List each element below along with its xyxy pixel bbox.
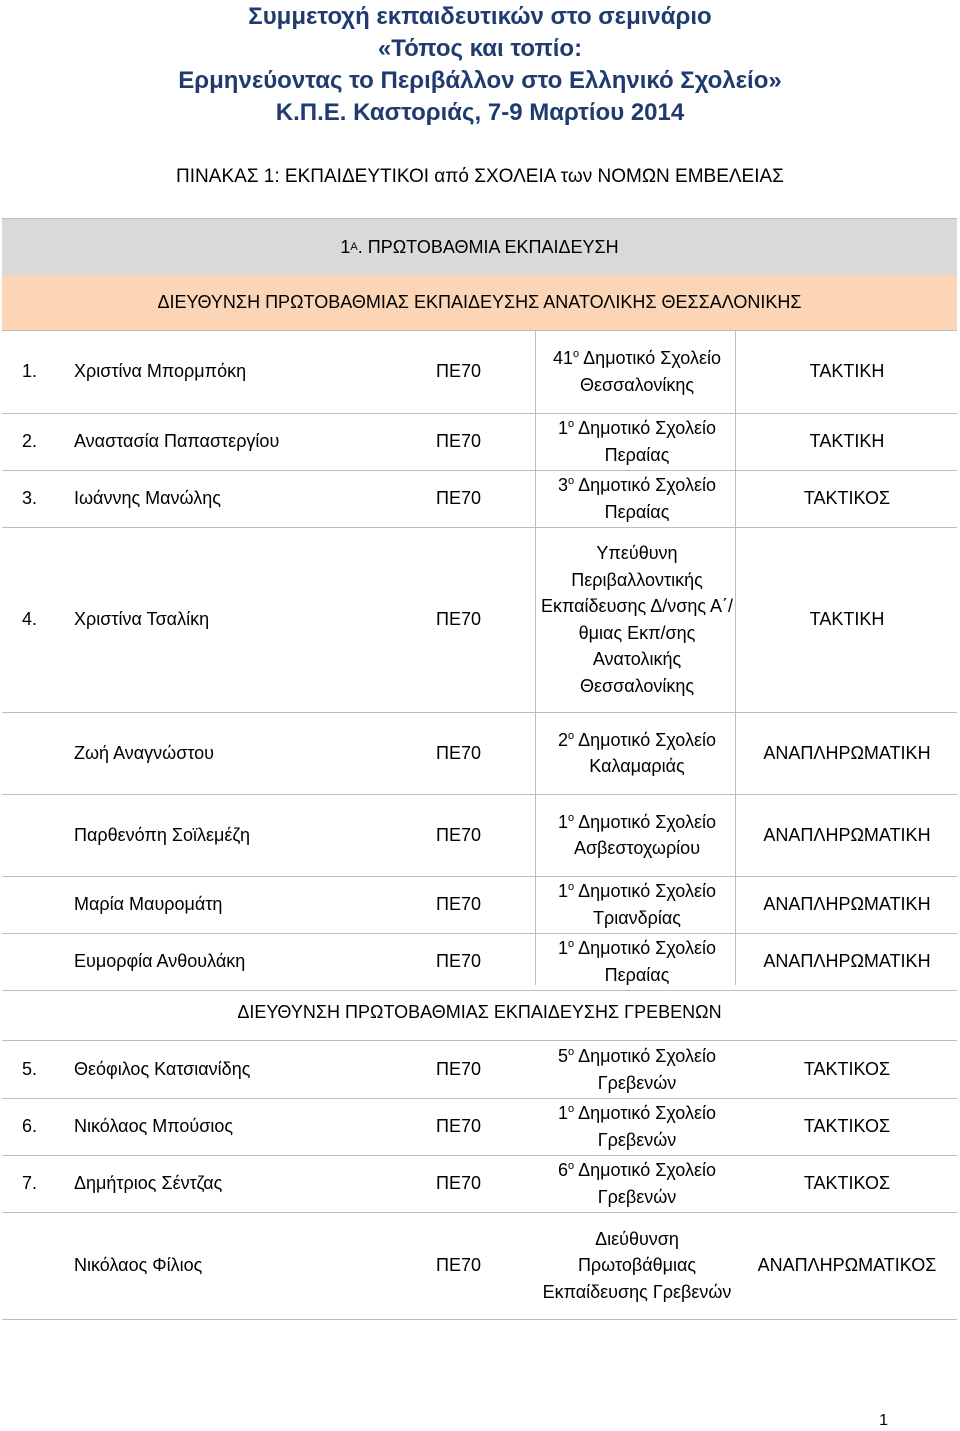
teacher-name: Παρθενόπη Σοϊλεμέζη (74, 824, 251, 845)
school-name: Διεύθυνση Πρωτοβάθμιας Εκπαίδευσης Γρεβενών (542, 1228, 732, 1302)
table-row (2, 1041, 957, 1099)
specialty: ΠΕ70 (436, 1116, 482, 1136)
school-number: 3 (557, 475, 568, 495)
school-number: 1 (557, 881, 568, 901)
employment-status: ΤΑΚΤΙΚΗ (809, 431, 885, 451)
table-row (2, 330, 957, 414)
school-name: Δημοτικό Σχολείο Περαίας (578, 938, 716, 985)
row-number: 2. (22, 431, 38, 451)
table-row (2, 1155, 957, 1213)
employment-status: ΤΑΚΤΙΚΟΣ (803, 1116, 891, 1136)
table-row (2, 712, 957, 795)
school-number-sup: ο (568, 418, 575, 430)
table-row (2, 876, 957, 934)
school-name: Δημοτικό Σχολείο Θεσσαλονίκης (579, 348, 722, 395)
specialty: ΠΕ70 (436, 1173, 482, 1193)
specialty: ΠΕ70 (436, 1255, 482, 1275)
row-number: 5. (22, 1059, 38, 1079)
school (537, 413, 737, 470)
school (537, 1098, 737, 1155)
school (537, 330, 737, 413)
specialty: ΠΕ70 (436, 824, 482, 845)
school-number: 6 (557, 1160, 568, 1180)
school-number-sup: ο (568, 1046, 575, 1058)
row-number (22, 712, 52, 794)
school-number-sup: ο (568, 1103, 575, 1115)
employment-status: ΤΑΚΤΙΚΗ (809, 609, 885, 629)
school-name: Δημοτικό Σχολείο Περαίας (578, 418, 716, 465)
school-name: Δημοτικό Σχολείο Καλαμαριάς (578, 729, 716, 776)
teacher-name: Μαρία Μαυρομάτη (74, 894, 223, 914)
employment-status: ΑΝΑΠΛΗΡΩΜΑΤΙΚΗ (763, 742, 931, 763)
row-number: 6. (22, 1116, 38, 1136)
column-divider (735, 330, 736, 985)
specialty: ΠΕ70 (436, 488, 482, 508)
employment-status: ΤΑΚΤΙΚΟΣ (803, 488, 891, 508)
specialty: ΠΕ70 (436, 431, 482, 451)
table-title: ΠΙΝΑΚΑΣ 1: ΕΚΠΑΙΔΕΥΤΙΚΟΙ από ΣΧΟΛΕΙΑ των ΝΟΜΩΝ ΕΜΒΕΛΕΙΑΣ (176, 166, 784, 187)
school-number-sup: ο (573, 348, 580, 360)
school (537, 712, 737, 794)
teacher-name: Χριστίνα Τσαλίκη (74, 609, 210, 629)
school (537, 470, 737, 527)
school-number: 1 (557, 1103, 568, 1123)
row-number (22, 1212, 52, 1319)
teacher-name: Ζωή Αναγνώστου (74, 742, 215, 763)
school-number: 41 (552, 348, 574, 368)
employment-status: ΤΑΚΤΙΚΟΣ (803, 1173, 891, 1193)
school-number-sup: ο (568, 475, 575, 487)
seminar-title-line4: Κ.Π.Ε. Καστοριάς, 7-9 Μαρτίου 2014 (275, 99, 685, 126)
specialty: ΠΕ70 (436, 609, 482, 629)
row-number: 4. (22, 609, 38, 629)
school (537, 1212, 737, 1319)
row-number: 1. (22, 361, 38, 381)
row-number (22, 794, 52, 876)
school (537, 933, 737, 990)
teacher-name: Αναστασία Παπαστεργίου (74, 431, 280, 451)
teacher-name: Νικόλαος Φίλιος (74, 1255, 203, 1275)
school-name: Δημοτικό Σχολείο Ασβεστοχωρίου (573, 811, 716, 858)
school-number-sup: ο (568, 938, 575, 950)
school-number: 1 (557, 418, 568, 438)
employment-status: ΑΝΑΠΛΗΡΩΜΑΤΙΚΟΣ (757, 1255, 937, 1275)
school-name: Δημοτικό Σχολείο Τριανδρίας (578, 881, 716, 928)
school-number: 2 (557, 729, 568, 750)
seminar-title-line2: «Τόπος και τοπίο: (377, 35, 583, 62)
employment-status: ΑΝΑΠΛΗΡΩΜΑΤΙΚΗ (763, 894, 931, 914)
employment-status: ΑΝΑΠΛΗΡΩΜΑΤΙΚΗ (763, 824, 931, 845)
section-header: 1 Α . ΠΡΩΤΟΒΑΘΜΙΑ ΕΚΠΑΙΔΕΥΣΗ (2, 218, 957, 276)
school-name: Δημοτικό Σχολείο Γρεβενών (578, 1103, 716, 1150)
school-number: 5 (557, 1046, 568, 1066)
table-row (2, 933, 957, 991)
column-divider (535, 330, 536, 985)
employment-status: ΤΑΚΤΙΚΗ (809, 361, 885, 381)
school (537, 527, 737, 712)
school-number-sup: ο (568, 881, 575, 893)
row-number: 7. (22, 1173, 38, 1193)
teacher-name: Δημήτριος Σέντζας (74, 1173, 223, 1193)
table-row (2, 1098, 957, 1156)
table-row (2, 470, 957, 528)
directorate-header-thessaloniki: ΔΙΕΥΘΥΝΣΗ ΠΡΩΤΟΒΑΘΜΙΑΣ ΕΚΠΑΙΔΕΥΣΗΣ ΑΝΑΤΟΛΙΚΗΣ ΘΕΣΣΑΛΟΝΙΚΗΣ (2, 275, 957, 331)
school (537, 1155, 737, 1212)
school-name: Υπεύθυνη Περιβαλλοντικής Εκπαίδευσης Δ/νσης Α΄/θμιας Εκπ/σης Ανατολικής Θεσσαλονίκης (540, 543, 734, 696)
teacher-name: Ευμορφία Ανθουλάκη (74, 951, 246, 971)
table-row (2, 794, 957, 877)
table-row (2, 1212, 957, 1320)
school (537, 1041, 737, 1098)
table-row (2, 527, 957, 713)
school-name: Δημοτικό Σχολείο Περαίας (578, 475, 716, 522)
school-number: 1 (557, 938, 568, 958)
specialty: ΠΕ70 (436, 894, 482, 914)
teacher-name: Νικόλαος Μπούσιος (74, 1116, 234, 1136)
page-number: 1 (879, 1412, 888, 1429)
school-number-sup: ο (568, 811, 575, 824)
school-number: 1 (557, 811, 568, 832)
table-row (2, 413, 957, 471)
school (537, 794, 737, 876)
teacher-name: Χριστίνα Μπορμπόκη (74, 361, 247, 381)
specialty: ΠΕ70 (436, 1059, 482, 1079)
employment-status: ΑΝΑΠΛΗΡΩΜΑΤΙΚΗ (763, 951, 931, 971)
seminar-title-line3: Ερμηνεύοντας το Περιβάλλον στο Ελληνικό Σχολείο» (178, 67, 782, 94)
specialty: ΠΕ70 (436, 742, 482, 763)
school-name: Δημοτικό Σχολείο Γρεβενών (578, 1046, 716, 1093)
row-number: 3. (22, 488, 38, 508)
section-number: 1 (340, 236, 351, 257)
specialty: ΠΕ70 (436, 951, 482, 971)
directorate-header-grevena: ΔΙΕΥΘΥΝΣΗ ΠΡΩΤΟΒΑΘΜΙΑΣ ΕΚΠΑΙΔΕΥΣΗΣ ΓΡΕΒΕΝΩΝ (2, 985, 957, 1041)
school-number-sup: ο (568, 729, 575, 742)
row-number (22, 933, 52, 990)
section-label: . ΠΡΩΤΟΒΑΘΜΙΑ ΕΚΠΑΙΔΕΥΣΗ (357, 236, 619, 257)
school (537, 876, 737, 933)
specialty: ΠΕ70 (436, 361, 482, 381)
teacher-name: Ιωάννης Μανώλης (74, 488, 221, 508)
school-name: Δημοτικό Σχολείο Γρεβενών (578, 1160, 716, 1207)
teacher-name: Θεόφιλος Κατσιανίδης (74, 1059, 251, 1079)
employment-status: ΤΑΚΤΙΚΟΣ (803, 1059, 891, 1079)
school-number-sup: ο (568, 1160, 575, 1172)
row-number (22, 876, 52, 933)
seminar-title-line1: Συμμετοχή εκπαιδευτικών στο σεμινάριο (248, 3, 712, 30)
